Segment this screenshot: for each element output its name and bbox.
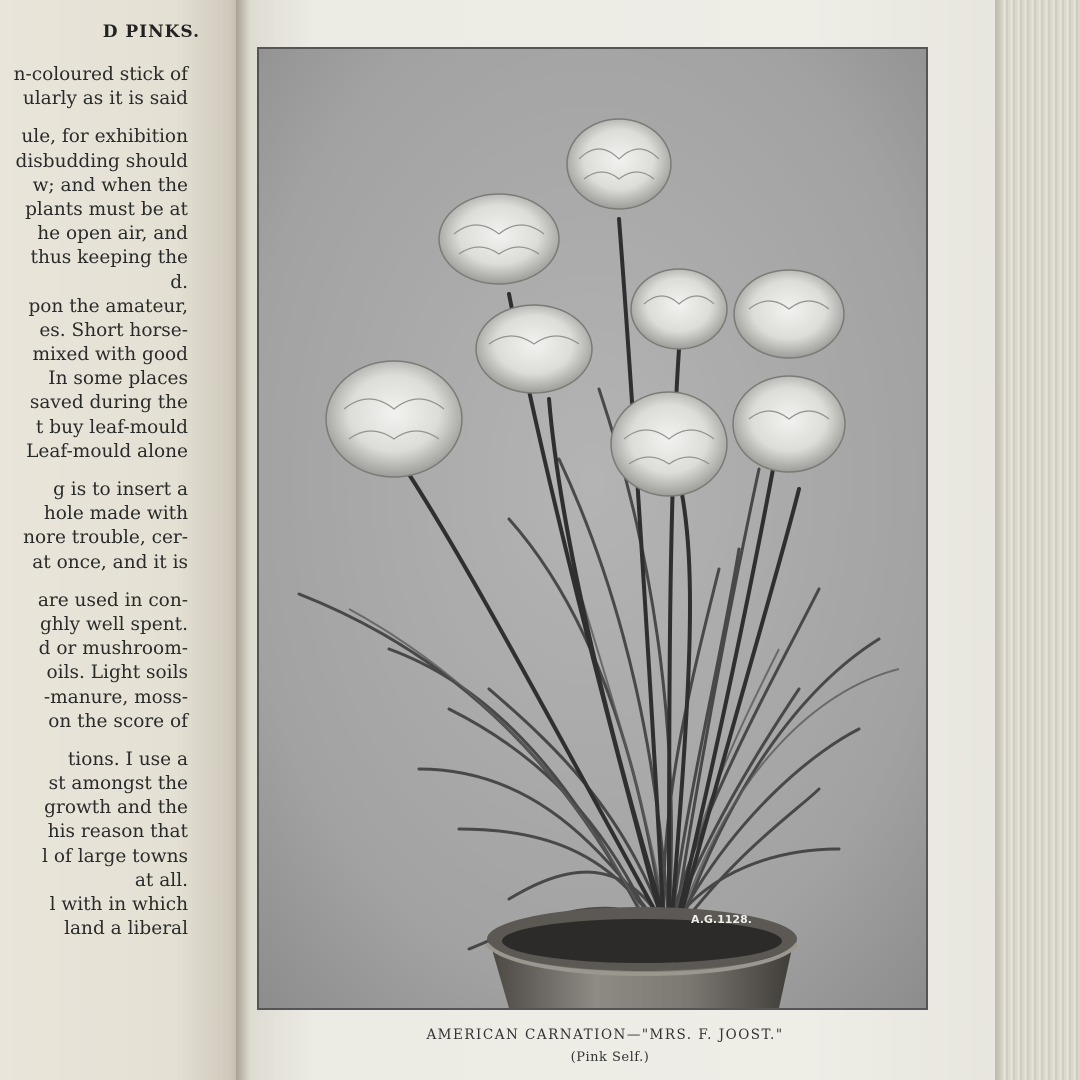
text-line: [0, 575, 188, 589]
text-line: tions. I use a: [67, 748, 188, 770]
plate-subcaption: (Pink Self.): [570, 1050, 650, 1065]
text-line: t buy leaf-mould: [35, 416, 188, 438]
text-line: l with in which: [49, 894, 188, 915]
carnation-plant-image: [259, 49, 926, 1008]
text-line: st amongst the: [48, 773, 188, 795]
text-line: l of large towns: [42, 845, 188, 867]
text-line: are used in con-: [37, 589, 188, 611]
text-line: -manure, moss-: [43, 686, 188, 708]
plate-caption: AMERICAN CARNATION—"MRS. F. JOOST.": [426, 1027, 784, 1043]
text-line: plants must be at: [25, 198, 188, 220]
carnation-photograph: [257, 47, 928, 1010]
text-line: d.: [170, 271, 188, 293]
text-line: g is to insert a: [53, 479, 188, 500]
text-line: n-coloured stick of: [13, 64, 188, 85]
text-line: w; and when the: [32, 174, 188, 196]
text-line: growth and the: [44, 797, 188, 819]
text-line: ularly as it is said: [22, 88, 188, 110]
text-line: [0, 464, 188, 478]
text-line: es. Short horse-: [39, 319, 188, 341]
running-head: D PINKS.: [102, 22, 200, 42]
text-line: oils. Light soils: [46, 662, 188, 684]
text-line: [0, 734, 188, 748]
negative-number: A.G.1128.: [691, 913, 752, 926]
text-line: he open air, and: [37, 223, 188, 245]
text-line: at all.: [134, 869, 188, 891]
text-line: [0, 111, 188, 125]
text-line: land a liberal: [64, 918, 188, 940]
page-edges: [995, 0, 1080, 1080]
left-page: [0, 0, 250, 1080]
text-line: saved during the: [29, 392, 188, 414]
text-line: at once, and it is: [32, 551, 188, 573]
text-line: on the score of: [48, 710, 188, 732]
text-line: Leaf-mould alone: [26, 440, 188, 462]
text-line: thus keeping the: [30, 247, 188, 269]
text-line: nore trouble, cer-: [23, 527, 188, 549]
text-line: ule, for exhibition: [21, 126, 188, 148]
left-page-text: [0, 63, 188, 941]
text-line: disbudding should: [15, 150, 188, 172]
text-line: pon the amateur,: [28, 295, 188, 317]
text-line: hole made with: [43, 503, 188, 525]
text-line: his reason that: [47, 821, 188, 843]
right-page: [250, 0, 1050, 1080]
text-line: ghly well spent.: [39, 613, 188, 635]
text-line: d or mushroom-: [38, 638, 188, 660]
text-line: In some places: [48, 368, 188, 390]
text-line: mixed with good: [32, 344, 188, 366]
